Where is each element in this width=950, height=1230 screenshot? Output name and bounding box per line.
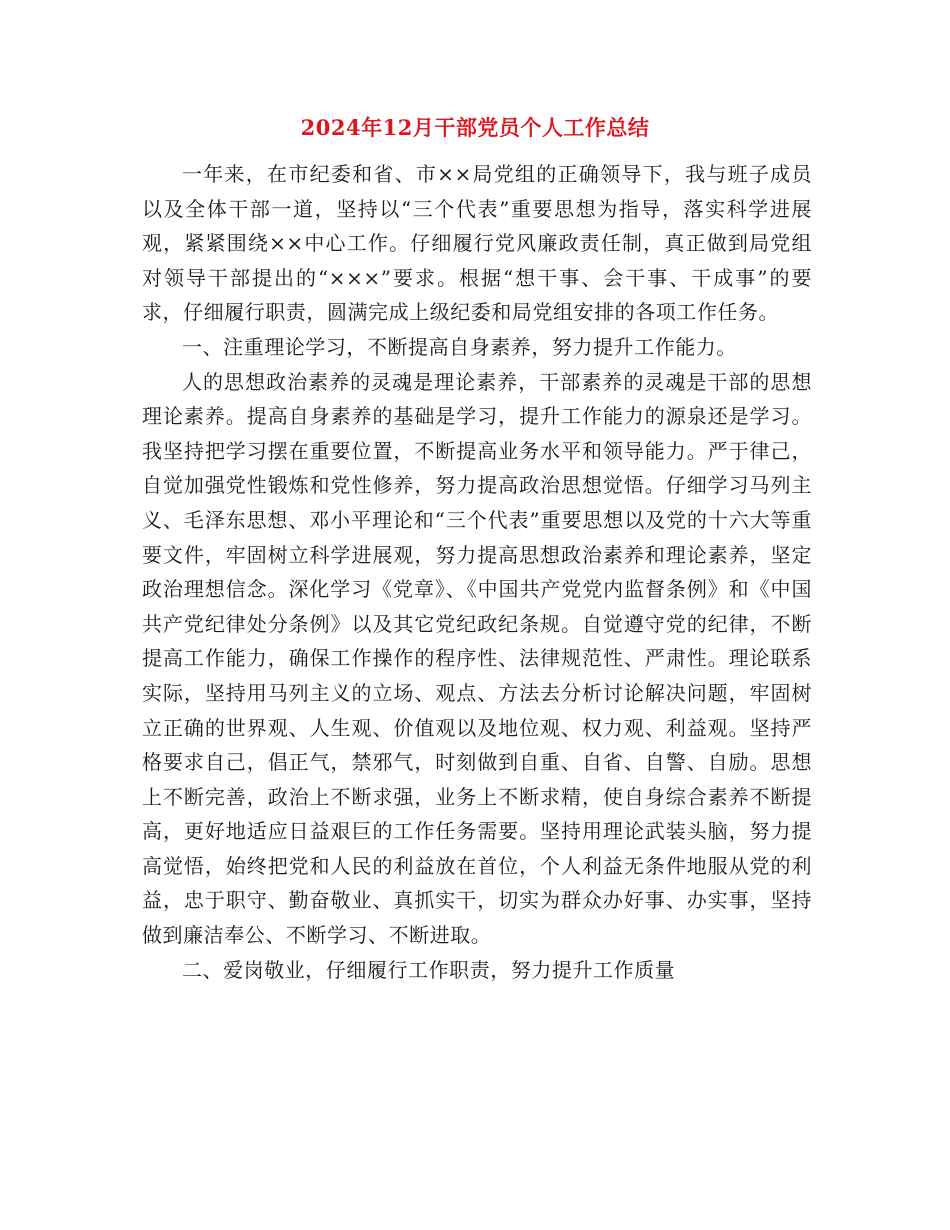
document-title: 2024年12月干部党员个人工作总结 xyxy=(300,115,650,140)
section-1-paragraph: 人的思想政治素养的灵魂是理论素养，干部素养的灵魂是干部的思想理论素养。提高自身素养的基础是学习，提升工作能力的源泉还是学习。我坚持把学习摆在重要位置，不断提高业务水平和领导能力。严于律己，自觉加强党性锻炼和党性修养，努力提高政治思想觉悟。仔细学习马列主义、毛泽东思想、邓小平理论和“三个代表”重要思想以及党的十六大等重要文件，牢固树立科学进展观，努力提高思想政治素养和理论素养，坚定政治理想信念。深化学习《党章》、《中国共产党党内监督条例》和《中国共产党纪律处分条例》以及其它党纪政纪条规。自觉遵守党的纪律，不断提高工作能力，确保工作操作的程序性、法律规范性、严肃性。理论联系实际，坚持用马列主义的立场、观点、方法去分析讨论解决问题，牢固树立正确的世界观、人生观、价值观以及地位观、权力观、利益观。坚持严格要求自己，倡正气，禁邪气，时刻做到自重、自省、自警、自励。思想上不断完善，政治上不断求强，业务上不断求精，使自身综合素养不断提高，更好地适应日益艰巨的工作任务需要。坚持用理论武装头脑，努力提高觉悟，始终把党和人民的利益放在首位，个人利益无条件地服从党的利益，忠于职守、勤奋敬业、真抓实干，切实为群众办好事、办实事，坚持做到廉洁奉公、不断学习、不断进取。 xyxy=(142,369,812,948)
section-heading-2: 二、爱岗敬业，仔细履行工作职责，努力提升工作质量 xyxy=(182,957,676,982)
intro-paragraph: 一年来，在市纪委和省、市××局党组的正确领导下，我与班子成员以及全体干部一道，坚持以“三个代表”重要思想为指导，落实科学进展观，紧紧围绕××中心工作。仔细履行党风廉政责任制，真正做到局党组对领导干部提出的“×××”要求。根据“想干事、会干事、干成事”的要求，仔细履行职责，圆满完成上级纪委和局党组安排的各项工作任务。 xyxy=(142,162,812,325)
section-heading-1: 一、注重理论学习，不断提高自身素养，努力提升工作能力。 xyxy=(182,334,737,359)
document-body xyxy=(142,157,812,987)
